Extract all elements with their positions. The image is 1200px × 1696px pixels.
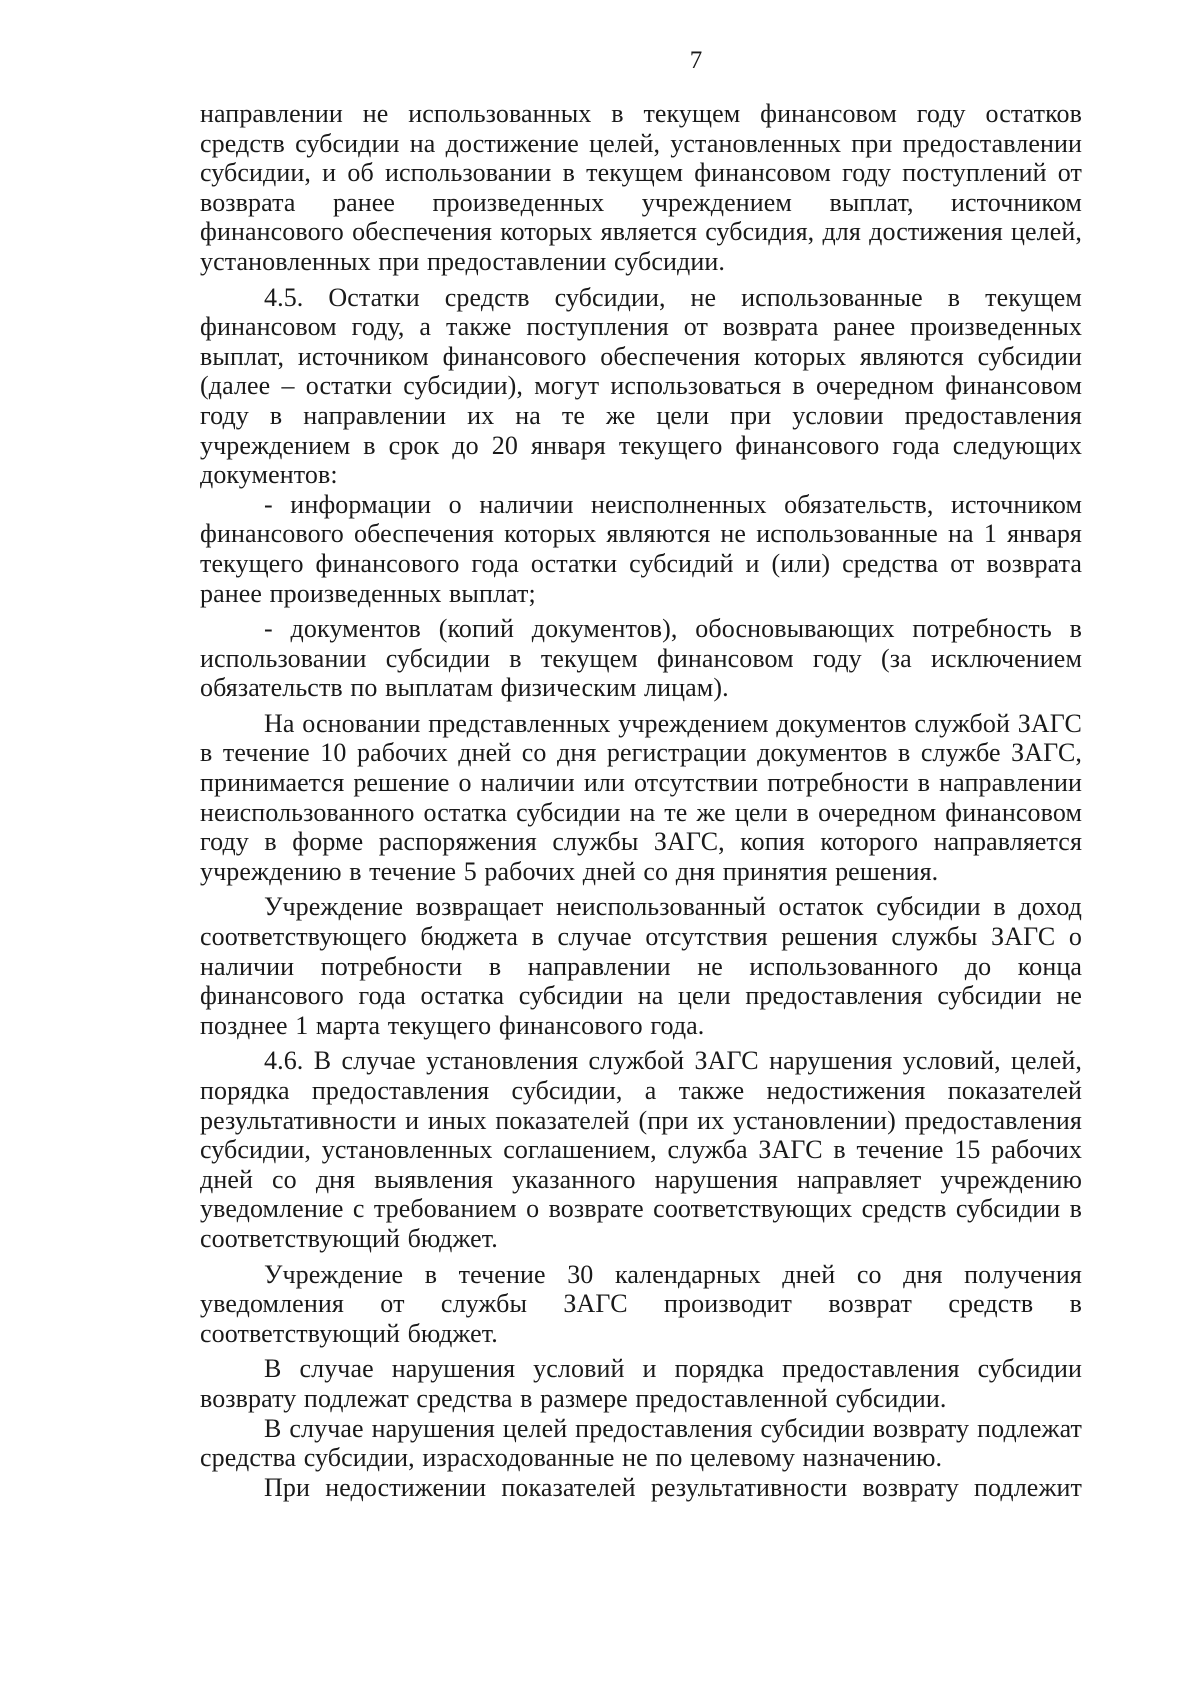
paragraph-return-unused: Учреждение возвращает неиспользованный остаток субсидии в доход соответствующего бюджета в случае отсутствия решения службы ЗАГС о наличии потребности в направлении не использованного до конца финансового года остатка субсидии на цели предоставления субсидии не позднее 1 марта текущего финансового года. [200, 892, 1082, 1040]
paragraph-list-item-documents: - документов (копий документов), обосновывающих потребность в использовании субсидии в текущем финансовом году (за исключением обязательств по выплатам физическим лицам). [200, 614, 1082, 703]
paragraph-list-item-information: - информации о наличии неисполненных обязательств, источником финансового обеспечения которых являются не использованные на 1 января текущего финансового года остатки субсидий и (или) средства от возврата ранее произведенных выплат; [200, 489, 1082, 608]
page-number: 7 [689, 47, 703, 74]
paragraph-violation-purposes: В случае нарушения целей предоставления субсидии возврату подлежат средства субсидии, израсходованные не по целевому назначению. [200, 1413, 1082, 1473]
paragraph-clause-4-5: 4.5. Остатки средств субсидии, не использованные в текущем финансовом году, а также поступления от возврата ранее произведенных выплат, источником финансового обеспечения которых являются субсидии (далее – остатки субсидии), могут использоваться в очередном финансовом году в направлении их на те же цели при условии предоставления учреждением в срок до 20 января текущего финансового года следующих документов: [200, 282, 1082, 490]
paragraph-return-30-days: Учреждение в течение 30 календарных дней со дня получения уведомления от службы ЗАГС производит возврат средств в соответствующий бюджет. [200, 1259, 1082, 1348]
document-body [200, 99, 1082, 1502]
paragraph-clause-4-6: 4.6. В случае установления службой ЗАГС нарушения условий, целей, порядка предоставления субсидии, а также недостижения показателей результативности и иных показателей (при их установлении) предоставления субсидии, установленных соглашением, служба ЗАГС в течение 15 рабочих дней со дня выявления указанного нарушения направляет учреждению уведомление с требованием о возврате соответствующих средств субсидии в соответствующий бюджет. [200, 1046, 1082, 1253]
paragraph-continuation: направлении не использованных в текущем финансовом году остатков средств субсидии на достижение целей, установленных при предоставлении субсидии, и об использовании в текущем финансовом году поступлений от возврата ранее произведенных учреждением выплат, источником финансового обеспечения которых является субсидия, для достижения целей, установленных при предоставлении субсидии. [200, 99, 1082, 276]
paragraph-performance-indicators: При недостижении показателей результативности возврату подлежит [264, 1472, 1082, 1502]
paragraph-zags-decision: На основании представленных учреждением документов службой ЗАГС в течение 10 рабочих дней со дня регистрации документов в службе ЗАГС, принимается решение о наличии или отсутствии потребности в направлении неиспользованного остатка субсидии на те же цели в очередном финансовом году в форме распоряжения службы ЗАГС, копия которого направляется учреждению в течение 5 рабочих дней со дня принятия решения. [200, 708, 1082, 886]
paragraph-violation-conditions: В случае нарушения условий и порядка предоставления субсидии возврату подлежат средства в размере предоставленной субсидии. [200, 1354, 1082, 1413]
